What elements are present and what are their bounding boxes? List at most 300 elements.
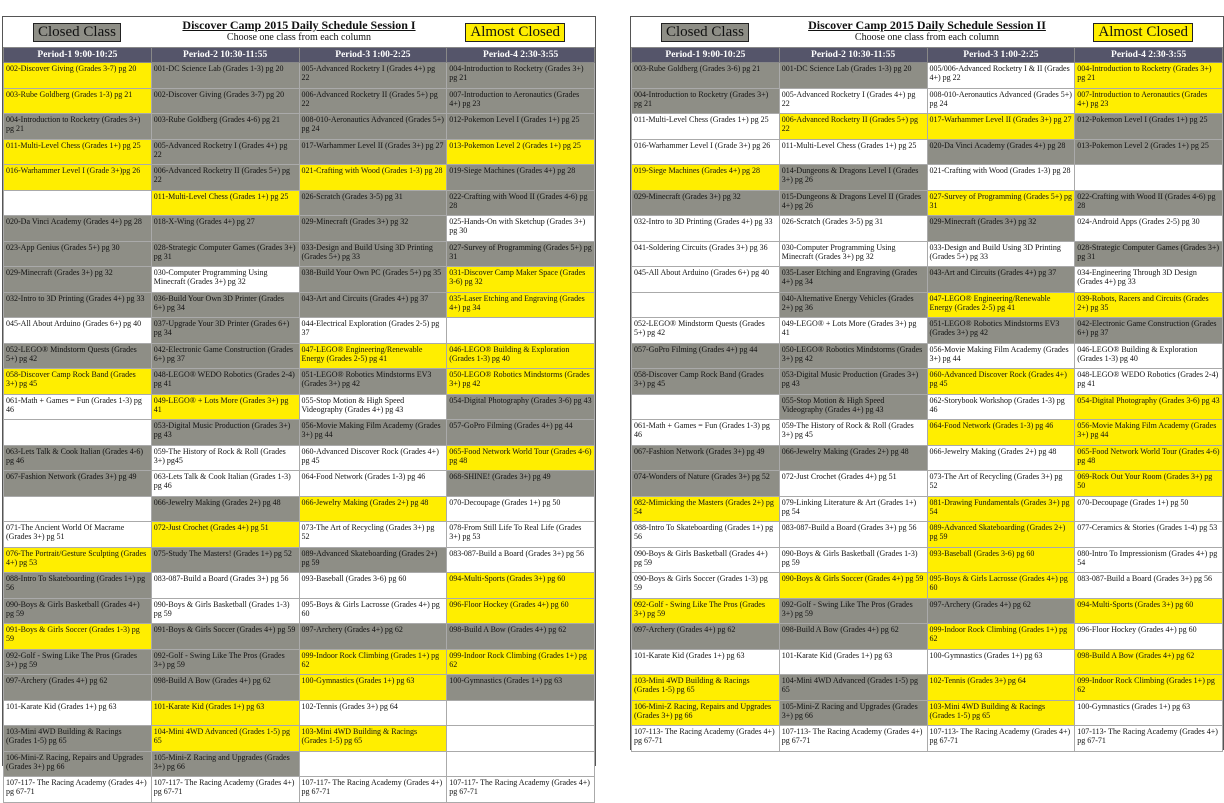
class-cell: 090-Boys & Girls Basketball (Grades 4+) pg 59: [4, 598, 152, 624]
schedule-row: [632, 471, 1223, 497]
class-cell: 011-Multi-Level Chess (Grades 1+) pg 25: [779, 139, 927, 165]
schedule-row: [4, 343, 595, 369]
class-cell: 057-GoPro Filming (Grades 4+) pg 44: [632, 343, 780, 369]
schedule-row: [632, 547, 1223, 573]
class-cell: 073-The Art of Recycling (Grades 3+) pg 52: [927, 471, 1075, 497]
class-cell: 049-LEGO® + Lots More (Grades 3+) pg 41: [151, 394, 299, 420]
class-cell: [632, 292, 780, 318]
class-cell: 006-Advanced Rocketry II (Grades 5+) pg 22: [151, 165, 299, 191]
class-cell: 059-The History of Rock & Roll (Grades 3+) pg 45: [779, 420, 927, 446]
schedule-row: [632, 318, 1223, 344]
class-cell: 106-Mini-Z Racing, Repairs and Upgrades (Grades 3+) pg 66: [4, 751, 152, 777]
class-cell: 038-Build Your Own PC (Grades 5+) pg 35: [299, 267, 447, 293]
class-cell: 050-LEGO® Robotics Mindstorms (Grades 3+) pg 42: [779, 343, 927, 369]
class-cell: 058-Discover Camp Rock Band (Grades 3+) pg 45: [632, 369, 780, 395]
class-cell: 056-Movie Making Film Academy (Grades 3+) pg 44: [1075, 420, 1223, 446]
schedule-sheet-session-1: [2, 16, 596, 796]
class-cell: 025-Hands-On with Sketchup (Grades 3+) pg 30: [447, 216, 595, 242]
class-cell: 100-Gymnastics (Grades 1+) pg 63: [1075, 700, 1223, 726]
class-cell: 081-Drawing Fundamentals (Grades 3+) pg 54: [927, 496, 1075, 522]
schedule-row: [632, 598, 1223, 624]
schedule-row: [632, 649, 1223, 675]
period-header-row: [4, 48, 595, 63]
period-header: Period-2 10:30-11:55: [779, 48, 927, 63]
class-cell: 062-Storybook Workshop (Grades 1-3) pg 46: [927, 394, 1075, 420]
class-cell: 005-Advanced Rocketry I (Grades 4+) pg 22: [779, 88, 927, 114]
class-cell: 027-Survey of Programming (Grades 5+) pg 31: [447, 241, 595, 267]
class-cell: 058-Discover Camp Rock Band (Grades 3+) pg 45: [4, 369, 152, 395]
class-cell: 107-113- The Racing Academy (Grades 4+) pg 67-71: [779, 726, 927, 752]
class-cell: 100-Gymnastics (Grades 1+) pg 63: [447, 675, 595, 701]
almost-closed-legend: Almost Closed: [465, 23, 565, 42]
class-cell: 003-Rube Goldberg (Grades 1-3) pg 21: [4, 88, 152, 114]
class-cell: 105-Mini-Z Racing and Upgrades (Grades 3+) pg 66: [779, 700, 927, 726]
class-cell: 088-Intro To Skateboarding (Grades 1+) pg 56: [4, 573, 152, 599]
schedule-row: [632, 420, 1223, 446]
schedule-row: [4, 369, 595, 395]
class-cell: 022-Crafting with Wood II (Grades 4-6) pg 28: [1075, 190, 1223, 216]
class-cell: 046-LEGO® Building & Exploration (Grades 1-3) pg 40: [447, 343, 595, 369]
period-header: Period-4 2:30-3:55: [1075, 48, 1223, 63]
schedule-row: [632, 139, 1223, 165]
class-cell: 015-Dungeons & Dragons Level II (Grades 4+) pg 26: [779, 190, 927, 216]
schedule-row: [4, 139, 595, 165]
class-cell: 014-Dungeons & Dragons Level I (Grades 3+) pg 26: [779, 165, 927, 191]
class-cell: 075-Study The Masters! (Grades 1+) pg 52: [151, 547, 299, 573]
class-cell: 069-Rock Out Your Room (Grades 3+) pg 50: [1075, 471, 1223, 497]
schedule-row: [4, 624, 595, 650]
class-cell: [4, 420, 152, 446]
class-cell: 032-Intro to 3D Printing (Grades 4+) pg 33: [632, 216, 780, 242]
class-cell: 066-Jewelry Making (Grades 2+) pg 48: [151, 496, 299, 522]
class-cell: 048-LEGO® WEDO Robotics (Grades 2-4) pg 41: [151, 369, 299, 395]
class-cell: 097-Archery (Grades 4+) pg 62: [299, 624, 447, 650]
class-cell: 051-LEGO® Robotics Mindstorms EV3 (Grades 3+) pg 42: [299, 369, 447, 395]
class-cell: 005/006-Advanced Rocketry I & II (Grades 4+) pg 22: [927, 63, 1075, 89]
class-cell: 066-Jewelry Making (Grades 2+) pg 48: [927, 445, 1075, 471]
class-cell: 092-Golf - Swing Like The Pros (Grades 3+) pg 59: [632, 598, 780, 624]
schedule-row: [632, 190, 1223, 216]
class-cell: 065-Food Network World Tour (Grades 4-6) pg 48: [447, 445, 595, 471]
class-cell: 072-Just Crochet (Grades 4+) pg 51: [151, 522, 299, 548]
class-cell: 051-LEGO® Robotics Mindstorms EV3 (Grades 3+) pg 42: [927, 318, 1075, 344]
schedule-row: [4, 318, 595, 344]
schedule-row: [4, 700, 595, 726]
class-cell: 033-Design and Build Using 3D Printing (Grades 5+) pg 33: [299, 241, 447, 267]
class-cell: 028-Strategic Computer Games (Grades 3+) pg 31: [1075, 241, 1223, 267]
schedule-row: [4, 445, 595, 471]
sheet-header: [3, 17, 595, 47]
class-cell: 103-Mini 4WD Building & Racings (Grades 1-5) pg 65: [299, 726, 447, 752]
class-cell: 101-Karate Kid (Grades 1+) pg 63: [151, 700, 299, 726]
class-cell: 047-LEGO® Engineering/Renewable Energy (Grades 2-5) pg 41: [299, 343, 447, 369]
class-cell: 012-Pokemon Level I (Grades 1+) pg 25: [447, 114, 595, 140]
class-cell: 004-Introduction to Rocketry (Grades 3+) pg 21: [1075, 63, 1223, 89]
schedule-row: [4, 63, 595, 89]
class-cell: 107-117- The Racing Academy (Grades 4+) pg 67-71: [151, 777, 299, 803]
schedule-table: [631, 47, 1223, 752]
class-cell: 013-Pokemon Level 2 (Grades 1+) pg 25: [1075, 139, 1223, 165]
class-cell: 079-Linking Literature & Art (Grades 1+) pg 54: [779, 496, 927, 522]
class-cell: 078-From Still Life To Real Life (Grades 3+) pg 53: [447, 522, 595, 548]
class-cell: 045-All About Arduino (Grades 6+) pg 40: [4, 318, 152, 344]
class-cell: 046-LEGO® Building & Exploration (Grades 1-3) pg 40: [1075, 343, 1223, 369]
class-cell: 053-Digital Music Production (Grades 3+) pg 43: [151, 420, 299, 446]
class-cell: 107-113- The Racing Academy (Grades 4+) pg 67-71: [1075, 726, 1223, 752]
schedule-row: [4, 292, 595, 318]
schedule-row: [632, 496, 1223, 522]
schedule-row: [632, 114, 1223, 140]
class-cell: 092-Golf - Swing Like The Pros (Grades 3+) pg 59: [151, 649, 299, 675]
class-cell: 042-Electronic Game Construction (Grades 6+) pg 37: [1075, 318, 1223, 344]
class-cell: 023-App Genius (Grades 5+) pg 30: [4, 241, 152, 267]
schedule-row: [632, 165, 1223, 191]
class-cell: 083-087-Build a Board (Grades 3+) pg 56: [779, 522, 927, 548]
class-cell: 080-Intro To Impressionism (Grades 4+) pg 54: [1075, 547, 1223, 573]
class-cell: 107-117- The Racing Academy (Grades 4+) pg 67-71: [4, 777, 152, 803]
class-cell: 007-Introduction to Aeronautics (Grades 4+) pg 23: [447, 88, 595, 114]
class-cell: 035-Laser Etching and Engraving (Grades 4+) pg 34: [447, 292, 595, 318]
class-cell: [447, 726, 595, 752]
sheet-header: [631, 17, 1223, 47]
class-cell: 103-Mini 4WD Building & Racings (Grades 1-5) pg 65: [4, 726, 152, 752]
schedule-row: [4, 165, 595, 191]
class-cell: 094-Multi-Sports (Grades 3+) pg 60: [1075, 598, 1223, 624]
class-cell: 042-Electronic Game Construction (Grades 6+) pg 37: [151, 343, 299, 369]
class-cell: 073-The Art of Recycling (Grades 3+) pg 52: [299, 522, 447, 548]
schedule-row: [4, 190, 595, 216]
class-cell: 070-Decoupage (Grades 1+) pg 50: [1075, 496, 1223, 522]
schedule-row: [4, 777, 595, 803]
class-cell: 054-Digital Photography (Grades 3-6) pg 43: [447, 394, 595, 420]
class-cell: 090-Boys & Girls Basketball (Grades 4+) pg 59: [632, 547, 780, 573]
class-cell: 052-LEGO® Mindstorm Quests (Grades 5+) pg 42: [4, 343, 152, 369]
class-cell: 045-All About Arduino (Grades 6+) pg 40: [632, 267, 780, 293]
class-cell: 033-Design and Build Using 3D Printing (Grades 5+) pg 33: [927, 241, 1075, 267]
class-cell: 018-X-Wing (Grades 4+) pg 27: [151, 216, 299, 242]
class-cell: 066-Jewelry Making (Grades 2+) pg 48: [299, 496, 447, 522]
class-cell: 028-Strategic Computer Games (Grades 3+) pg 31: [151, 241, 299, 267]
schedule-row: [632, 63, 1223, 89]
closed-class-legend: Closed Class: [33, 23, 121, 42]
class-cell: 050-LEGO® Robotics Mindstorms (Grades 3+) pg 42: [447, 369, 595, 395]
class-cell: 074-Wonders of Nature (Grades 3+) pg 52: [632, 471, 780, 497]
class-cell: 044-Electrical Exploration (Grades 2-5) pg 37: [299, 318, 447, 344]
schedule-row: [4, 726, 595, 752]
class-cell: [632, 394, 780, 420]
class-cell: 099-Indoor Rock Climbing (Grades 1+) pg 62: [447, 649, 595, 675]
class-cell: 007-Introduction to Aeronautics (Grades 4+) pg 23: [1075, 88, 1223, 114]
class-cell: 103-Mini 4WD Building & Racings (Grades 1-5) pg 65: [927, 700, 1075, 726]
class-cell: 006-Advanced Rocketry II (Grades 5+) pg 22: [779, 114, 927, 140]
class-cell: 098-Build A Bow (Grades 4+) pg 62: [1075, 649, 1223, 675]
class-cell: 037-Upgrade Your 3D Printer (Grades 6+) pg 34: [151, 318, 299, 344]
schedule-row: [4, 522, 595, 548]
class-cell: [447, 318, 595, 344]
class-cell: 043-Art and Circuits (Grades 4+) pg 37: [299, 292, 447, 318]
class-cell: 019-Siege Machines (Grades 4+) pg 28: [447, 165, 595, 191]
class-cell: 011-Multi-Level Chess (Grades 1+) pg 25: [4, 139, 152, 165]
schedule-row: [632, 267, 1223, 293]
class-cell: 104-Mini 4WD Advanced (Grades 1-5) pg 65: [151, 726, 299, 752]
schedule-row: [632, 573, 1223, 599]
sheet-title: Discover Camp 2015 Daily Schedule Session I: [182, 18, 416, 32]
class-cell: 035-Laser Etching and Engraving (Grades 4+) pg 34: [779, 267, 927, 293]
schedule-row: [4, 547, 595, 573]
class-cell: 005-Advanced Rocketry I (Grades 4+) pg 22: [151, 139, 299, 165]
class-cell: 031-Discover Camp Maker Space (Grades 3-6) pg 32: [447, 267, 595, 293]
class-cell: 011-Multi-Level Chess (Grades 1+) pg 25: [151, 190, 299, 216]
schedule-row: [4, 241, 595, 267]
class-cell: [299, 751, 447, 777]
schedule-row: [4, 649, 595, 675]
period-header: Period-3 1:00-2:25: [299, 48, 447, 63]
class-cell: 029-Minecraft (Grades 3+) pg 32: [4, 267, 152, 293]
sheet-title: Discover Camp 2015 Daily Schedule Session II: [808, 18, 1046, 32]
class-cell: 002-Discover Giving (Grades 3-7) pg 20: [151, 88, 299, 114]
class-cell: 063-Lets Talk & Cook Italian (Grades 4-6) pg 46: [4, 445, 152, 471]
class-cell: 055-Stop Motion & High Speed Videography (Grades 4+) pg 43: [779, 394, 927, 420]
class-cell: 030-Computer Programming Using Minecraft (Grades 3+) pg 32: [151, 267, 299, 293]
class-cell: 097-Archery (Grades 4+) pg 62: [927, 598, 1075, 624]
schedule-row: [4, 394, 595, 420]
schedule-row: [632, 394, 1223, 420]
class-cell: 026-Scratch (Grades 3-5) pg 31: [299, 190, 447, 216]
class-cell: 008-010-Aeronautics Advanced (Grades 5+) pg 24: [299, 114, 447, 140]
schedule-row: [632, 88, 1223, 114]
class-cell: 096-Floor Hockey (Grades 4+) pg 60: [1075, 624, 1223, 650]
class-cell: 030-Computer Programming Using Minecraft (Grades 3+) pg 32: [779, 241, 927, 267]
schedule-row: [632, 522, 1223, 548]
class-cell: 090-Boys & Girls Soccer (Grades 1-3) pg 59: [632, 573, 780, 599]
schedule-row: [4, 216, 595, 242]
class-cell: 107-117- The Racing Academy (Grades 4+) pg 67-71: [299, 777, 447, 803]
class-cell: 004-Introduction to Rocketry (Grades 3+) pg 21: [632, 88, 780, 114]
class-cell: 067-Fashion Network (Grades 3+) pg 49: [632, 445, 780, 471]
schedule-row: [632, 700, 1223, 726]
class-cell: 068-SHINE! (Grades 3+) pg 49: [447, 471, 595, 497]
class-cell: 098-Build A Bow (Grades 4+) pg 62: [447, 624, 595, 650]
class-cell: 052-LEGO® Mindstorm Quests (Grades 5+) pg 42: [632, 318, 780, 344]
class-cell: 021-Crafting with Wood (Grades 1-3) pg 28: [927, 165, 1075, 191]
schedule-table: [3, 47, 595, 803]
class-cell: 094-Multi-Sports (Grades 3+) pg 60: [447, 573, 595, 599]
class-cell: 003-Rube Goldberg (Grades 3-6) pg 21: [632, 63, 780, 89]
class-cell: 017-Warhammer Level II (Grades 3+) pg 27: [927, 114, 1075, 140]
class-cell: 061-Math + Games = Fun (Grades 1-3) pg 46: [632, 420, 780, 446]
class-cell: 013-Pokemon Level 2 (Grades 1+) pg 25: [447, 139, 595, 165]
class-cell: [4, 496, 152, 522]
class-cell: 006-Advanced Rocketry II (Grades 5+) pg 22: [299, 88, 447, 114]
class-cell: [4, 190, 152, 216]
class-cell: 095-Boys & Girls Lacrosse (Grades 4+) pg 60: [927, 573, 1075, 599]
class-cell: 090-Boys & Girls Basketball (Grades 1-3) pg 59: [779, 547, 927, 573]
class-cell: [447, 700, 595, 726]
class-cell: 060-Advanced Discover Rock (Grades 4+) pg 45: [927, 369, 1075, 395]
class-cell: 056-Movie Making Film Academy (Grades 3+) pg 44: [299, 420, 447, 446]
schedule-row: [4, 267, 595, 293]
class-cell: 032-Intro to 3D Printing (Grades 4+) pg 33: [4, 292, 152, 318]
schedule-row: [632, 624, 1223, 650]
class-cell: 056-Movie Making Film Academy (Grades 3+) pg 44: [927, 343, 1075, 369]
class-cell: 095-Boys & Girls Lacrosse (Grades 4+) pg 60: [299, 598, 447, 624]
class-cell: 103-Mini 4WD Building & Racings (Grades 1-5) pg 65: [632, 675, 780, 701]
class-cell: 064-Food Network (Grades 1-3) pg 46: [299, 471, 447, 497]
period-header: Period-1 9:00-10:25: [4, 48, 152, 63]
class-cell: 098-Build A Bow (Grades 4+) pg 62: [779, 624, 927, 650]
class-cell: 001-DC Science Lab (Grades 1-3) pg 20: [779, 63, 927, 89]
class-cell: 070-Decoupage (Grades 1+) pg 50: [447, 496, 595, 522]
schedule-sheet-session-2: [630, 16, 1224, 750]
class-cell: 055-Stop Motion & High Speed Videography (Grades 4+) pg 43: [299, 394, 447, 420]
class-cell: 008-010-Aeronautics Advanced (Grades 5+) pg 24: [927, 88, 1075, 114]
class-cell: 026-Scratch (Grades 3-5) pg 31: [779, 216, 927, 242]
schedule-row: [4, 573, 595, 599]
class-cell: 102-Tennis (Grades 3+) pg 64: [927, 675, 1075, 701]
class-cell: 071-The Ancient World Of Macrame (Grades 3+) pg 51: [4, 522, 152, 548]
class-cell: 097-Archery (Grades 4+) pg 62: [4, 675, 152, 701]
class-cell: 100-Gymnastics (Grades 1+) pg 63: [299, 675, 447, 701]
class-cell: 077-Ceramics & Stories (Grades 1-4) pg 53: [1075, 522, 1223, 548]
class-cell: 017-Warhammer Level II (Grades 3+) pg 27: [299, 139, 447, 165]
class-cell: 066-Jewelry Making (Grades 2+) pg 48: [779, 445, 927, 471]
class-cell: 091-Boys & Girls Soccer (Grades 1-3) pg 59: [4, 624, 152, 650]
class-cell: 021-Crafting with Wood (Grades 1-3) pg 28: [299, 165, 447, 191]
schedule-row: [4, 675, 595, 701]
class-cell: 053-Digital Music Production (Grades 3+) pg 43: [779, 369, 927, 395]
class-cell: 020-Da Vinci Academy (Grades 4+) pg 28: [4, 216, 152, 242]
period-header: Period-1 9:00-10:25: [632, 48, 780, 63]
class-cell: 099-Indoor Rock Climbing (Grades 1+) pg 62: [927, 624, 1075, 650]
class-cell: 104-Mini 4WD Advanced (Grades 1-5) pg 65: [779, 675, 927, 701]
class-cell: 099-Indoor Rock Climbing (Grades 1+) pg 62: [299, 649, 447, 675]
class-cell: 060-Advanced Discover Rock (Grades 4+) pg 45: [299, 445, 447, 471]
class-cell: 101-Karate Kid (Grades 1+) pg 63: [632, 649, 780, 675]
class-cell: 093-Baseball (Grades 3-6) pg 60: [927, 547, 1075, 573]
class-cell: 090-Boys & Girls Soccer (Grades 4+) pg 59: [779, 573, 927, 599]
class-cell: 107-113- The Racing Academy (Grades 4+) pg 67-71: [632, 726, 780, 752]
schedule-row: [4, 471, 595, 497]
class-cell: 083-087-Build a Board (Grades 3+) pg 56: [151, 573, 299, 599]
class-cell: 083-087-Build a Board (Grades 3+) pg 56: [447, 547, 595, 573]
class-cell: 106-Mini-Z Racing, Repairs and Upgrades (Grades 3+) pg 66: [632, 700, 780, 726]
period-header: Period-3 1:00-2:25: [927, 48, 1075, 63]
class-cell: 063-Lets Talk & Cook Italian (Grades 1-3) pg 46: [151, 471, 299, 497]
sheet-title-block: [153, 17, 445, 44]
sheet-subtitle: Choose one class from each column: [854, 32, 1000, 43]
class-cell: 105-Mini-Z Racing and Upgrades (Grades 3+) pg 66: [151, 751, 299, 777]
class-cell: 043-Art and Circuits (Grades 4+) pg 37: [927, 267, 1075, 293]
schedule-row: [4, 114, 595, 140]
class-cell: 089-Advanced Skateboarding (Grades 2+) pg 59: [927, 522, 1075, 548]
class-cell: 054-Digital Photography (Grades 3-6) pg 43: [1075, 394, 1223, 420]
class-cell: 107-117- The Racing Academy (Grades 4+) pg 67-71: [447, 777, 595, 803]
class-cell: 019-Siege Machines (Grades 4+) pg 28: [632, 165, 780, 191]
class-cell: 039-Robots, Racers and Circuits (Grades 2+) pg 35: [1075, 292, 1223, 318]
class-cell: 102-Tennis (Grades 3+) pg 64: [299, 700, 447, 726]
class-cell: 003-Rube Goldberg (Grades 4-6) pg 21: [151, 114, 299, 140]
class-cell: 022-Crafting with Wood II (Grades 4-6) pg 28: [447, 190, 595, 216]
class-cell: 048-LEGO® WEDO Robotics (Grades 2-4) pg 41: [1075, 369, 1223, 395]
class-cell: 061-Math + Games = Fun (Grades 1-3) pg 46: [4, 394, 152, 420]
class-cell: 036-Build Your Own 3D Printer (Grades 6+) pg 34: [151, 292, 299, 318]
period-header: Period-4 2:30-3:55: [447, 48, 595, 63]
class-cell: 076-The Portrait/Gesture Sculpting (Grades 4+) pg 53: [4, 547, 152, 573]
class-cell: [1075, 165, 1223, 191]
schedule-row: [4, 751, 595, 777]
class-cell: 072-Just Crochet (Grades 4+) pg 51: [779, 471, 927, 497]
schedule-row: [632, 241, 1223, 267]
class-cell: 034-Engineering Through 3D Design (Grades 4+) pg 33: [1075, 267, 1223, 293]
schedule-row: [632, 726, 1223, 752]
class-cell: 067-Fashion Network (Grades 3+) pg 49: [4, 471, 152, 497]
schedule-row: [4, 420, 595, 446]
class-cell: 098-Build A Bow (Grades 4+) pg 62: [151, 675, 299, 701]
class-cell: 002-Discover Giving (Grades 3-7) pg 20: [4, 63, 152, 89]
class-cell: 057-GoPro Filming (Grades 4+) pg 44: [447, 420, 595, 446]
class-cell: 089-Advanced Skateboarding (Grades 2+) pg 59: [299, 547, 447, 573]
sheet-title-block: [781, 17, 1073, 44]
class-cell: 088-Intro To Skateboarding (Grades 1+) pg 56: [632, 522, 780, 548]
class-cell: 027-Survey of Programming (Grades 5+) pg 31: [927, 190, 1075, 216]
class-cell: 012-Pokemon Level I (Grades 1+) pg 25: [1075, 114, 1223, 140]
class-cell: 064-Food Network (Grades 1-3) pg 46: [927, 420, 1075, 446]
schedule-row: [632, 292, 1223, 318]
schedule-row: [632, 343, 1223, 369]
class-cell: 097-Archery (Grades 4+) pg 62: [632, 624, 780, 650]
class-cell: 096-Floor Hockey (Grades 4+) pg 60: [447, 598, 595, 624]
schedule-row: [4, 496, 595, 522]
class-cell: 082-Mimicking the Masters (Grades 2+) pg 54: [632, 496, 780, 522]
class-cell: [447, 751, 595, 777]
class-cell: 029-Minecraft (Grades 3+) pg 32: [632, 190, 780, 216]
sheet-subtitle: Choose one class from each column: [226, 32, 372, 43]
class-cell: 107-113- The Racing Academy (Grades 4+) pg 67-71: [927, 726, 1075, 752]
class-cell: 083-087-Build a Board (Grades 3+) pg 56: [1075, 573, 1223, 599]
class-cell: 100-Gymnastics (Grades 1+) pg 63: [927, 649, 1075, 675]
period-header-row: [632, 48, 1223, 63]
almost-closed-legend: Almost Closed: [1093, 23, 1193, 42]
period-header: Period-2 10:30-11:55: [151, 48, 299, 63]
closed-class-legend: Closed Class: [661, 23, 749, 42]
class-cell: 059-The History of Rock & Roll (Grades 3+) pg45: [151, 445, 299, 471]
schedule-row: [632, 675, 1223, 701]
class-cell: 091-Boys & Girls Soccer (Grades 4+) pg 59: [151, 624, 299, 650]
class-cell: 020-Da Vinci Academy (Grades 4+) pg 28: [927, 139, 1075, 165]
class-cell: 016-Warhammer Level I (Grade 3+)pg 26: [4, 165, 152, 191]
class-cell: 101-Karate Kid (Grades 1+) pg 63: [4, 700, 152, 726]
schedule-row: [632, 369, 1223, 395]
class-cell: 090-Boys & Girls Basketball (Grades 1-3) pg 59: [151, 598, 299, 624]
class-cell: 001-DC Science Lab (Grades 1-3) pg 20: [151, 63, 299, 89]
class-cell: 024-Android Apps (Grades 2-5) pg 30: [1075, 216, 1223, 242]
schedule-row: [4, 88, 595, 114]
class-cell: 049-LEGO® + Lots More (Grades 3+) pg 41: [779, 318, 927, 344]
class-cell: 099-Indoor Rock Climbing (Grades 1+) pg 62: [1075, 675, 1223, 701]
schedule-row: [632, 445, 1223, 471]
class-cell: 092-Golf - Swing Like The Pros (Grades 3+) pg 59: [779, 598, 927, 624]
class-cell: 029-Minecraft (Grades 3+) pg 32: [927, 216, 1075, 242]
class-cell: 041-Soldering Circuits (Grades 3+) pg 36: [632, 241, 780, 267]
class-cell: 016-Warhammer Level I (Grade 3+) pg 26: [632, 139, 780, 165]
class-cell: 101-Karate Kid (Grades 1+) pg 63: [779, 649, 927, 675]
class-cell: 011-Multi-Level Chess (Grades 1+) pg 25: [632, 114, 780, 140]
class-cell: 047-LEGO® Engineering/Renewable Energy (Grades 2-5) pg 41: [927, 292, 1075, 318]
class-cell: 004-Introduction to Rocketry (Grades 3+) pg 21: [447, 63, 595, 89]
class-cell: 029-Minecraft (Grades 3+) pg 32: [299, 216, 447, 242]
class-cell: 092-Golf - Swing Like The Pros (Grades 3+) pg 59: [4, 649, 152, 675]
class-cell: 093-Baseball (Grades 3-6) pg 60: [299, 573, 447, 599]
